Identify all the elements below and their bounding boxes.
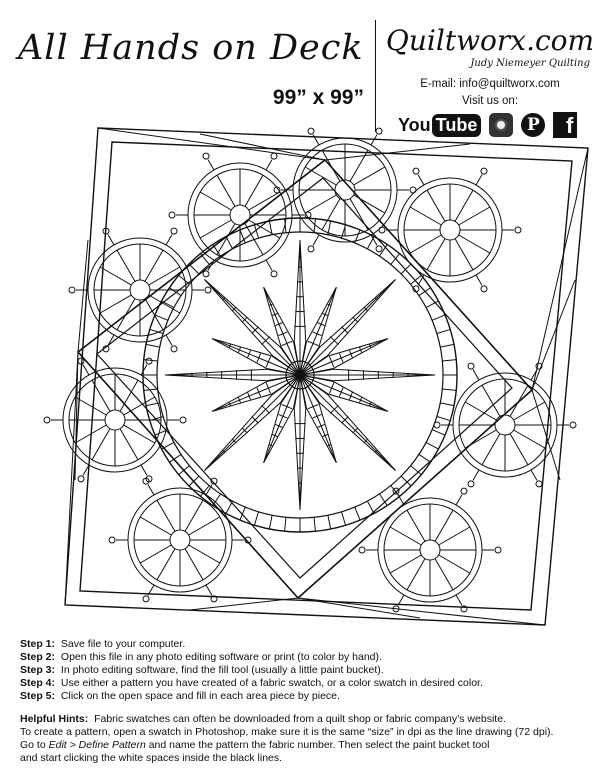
ring-tick: [169, 288, 181, 296]
ring-tick: [401, 476, 411, 486]
wheel-handle: [531, 470, 537, 480]
star-feather-line: [229, 402, 230, 405]
step-2: [20, 651, 590, 664]
wheel-spoke: [427, 190, 445, 221]
wheel-spoke: [407, 559, 425, 590]
header: [0, 0, 600, 138]
star-feather-line: [229, 344, 230, 347]
ring-tick: [162, 301, 174, 308]
wheel-hub: [105, 410, 125, 430]
ring-tick: [240, 507, 245, 520]
wheel-handle-knob: [376, 246, 382, 252]
wheel-spoke: [354, 167, 385, 185]
wheel-handle-knob: [44, 417, 50, 423]
ship-wheel: [169, 153, 311, 277]
ring-tick: [367, 237, 374, 249]
star-feather-line: [327, 445, 330, 446]
step-text: Click on the open space and fill in each area piece by piece.: [60, 690, 340, 702]
step-label: Step 2:: [20, 651, 56, 663]
wheel-handle: [266, 260, 272, 270]
wheel-spoke: [100, 295, 131, 313]
border-seam-line: [532, 148, 588, 390]
wheel-spoke: [124, 425, 155, 443]
ring-tick: [342, 512, 346, 525]
step-label: Step 4:: [20, 677, 56, 689]
wheel-handle: [476, 275, 482, 285]
wheel-handle-knob: [410, 187, 416, 193]
ring-tick: [146, 403, 160, 406]
wheel-spoke: [407, 510, 425, 541]
wheel-spoke: [145, 250, 163, 281]
step-5: [20, 690, 590, 703]
hint-text-3b: and name the pattern the fabric number. Then select the paint bucket tool: [145, 739, 490, 751]
star-feather-line: [282, 341, 293, 345]
ring-tick: [432, 315, 445, 320]
ring-tick: [437, 329, 450, 333]
wheel-spoke: [459, 207, 490, 225]
wheel-spoke: [350, 150, 368, 181]
header-divider: [375, 20, 376, 132]
wheel-handle-knob: [308, 246, 314, 252]
quilt-size: 99” x 99”: [272, 86, 364, 109]
wheel-handle-knob: [271, 271, 277, 277]
wheel-spoke: [455, 190, 473, 221]
wheel-handle-knob: [171, 228, 177, 234]
hint-line-2: To create a pattern, open a swatch in Photoshop, make sure it is the same “size” in dpi as the line drawing (72 dpi).: [20, 726, 554, 738]
wheel-spoke: [189, 517, 220, 535]
star-feather-line: [329, 357, 333, 368]
wheel-handle: [148, 485, 154, 495]
wheel-handle: [108, 335, 114, 345]
wheel-handle-knob: [468, 363, 474, 369]
wheel-spoke: [185, 500, 203, 531]
wheel-handle-knob: [171, 346, 177, 352]
ring-tick: [200, 254, 209, 265]
ring-tick: [314, 517, 315, 531]
ring-tick: [328, 515, 331, 529]
border-seam-line: [298, 598, 545, 625]
wheel-hub: [130, 280, 150, 300]
wheel-handle-knob: [146, 358, 152, 364]
wheel-handle-knob: [481, 286, 487, 292]
wheel-spoke: [117, 250, 135, 281]
wheel-handle: [166, 235, 172, 245]
wheel-handle: [206, 585, 212, 595]
step-1: [20, 638, 590, 651]
wheel-spoke: [390, 527, 421, 545]
step-label: Step 3:: [20, 664, 56, 676]
ring-tick: [355, 507, 360, 520]
wheel-spoke: [435, 510, 453, 541]
wheel-spoke: [410, 235, 441, 253]
wheel-hub: [420, 540, 440, 560]
ring-tick: [440, 403, 454, 406]
ring-tick: [442, 389, 456, 390]
wheel-handle-knob: [69, 287, 75, 293]
wheel-handle: [456, 495, 462, 505]
ring-tick: [254, 512, 258, 525]
wheel-handle: [456, 595, 462, 605]
hint-line-3: [20, 739, 590, 752]
wheel-spoke: [189, 545, 220, 563]
wheel-spoke: [435, 559, 453, 590]
visit-label: Visit us on:: [461, 95, 519, 107]
ring-tick: [162, 442, 174, 449]
wheel-handle-knob: [308, 128, 314, 134]
border-seam-line: [190, 598, 298, 610]
ship-wheel: [274, 128, 416, 252]
wheel-spoke: [100, 267, 131, 285]
email-contact[interactable]: E-mail: info@quiltworx.com: [420, 78, 560, 90]
wheel-handle: [313, 235, 319, 245]
wheel-spoke: [465, 402, 496, 420]
ring-tick: [432, 430, 445, 435]
wheel-handle-knob: [515, 227, 521, 233]
ring-tick: [440, 344, 454, 347]
star-feather-line: [266, 357, 270, 368]
ring-tick: [144, 389, 158, 390]
step-text: Open this file in any photo editing software or print (to color by hand).: [60, 651, 382, 663]
border-seam-line: [65, 352, 78, 605]
wheel-handle: [266, 160, 272, 170]
ring-tick: [314, 219, 315, 233]
wheel-spoke: [157, 500, 175, 531]
star-feather-line: [327, 304, 330, 305]
wheel-handle: [141, 465, 147, 475]
wheel-handle-knob: [481, 168, 487, 174]
ring-tick: [285, 517, 286, 531]
hint-line-1: [20, 713, 590, 726]
hint-menu-path: Edit > Define Pattern: [48, 739, 146, 751]
wheel-spoke: [217, 175, 235, 206]
step-text: Use either a pattern you have created of a fabric swatch, or a color swatch in desired color.: [60, 677, 483, 689]
wheel-handle: [141, 365, 147, 375]
wheel-spoke: [92, 429, 110, 460]
wheel-handle: [313, 135, 319, 145]
wheel-spoke: [305, 167, 336, 185]
star-feather-line: [308, 404, 319, 408]
wheel-spoke: [245, 175, 263, 206]
wheel-spoke: [427, 239, 445, 270]
hint-text-1: Fabric swatches can often be downloaded from a quilt shop or fabric company’s website.: [94, 713, 506, 725]
ring-tick: [442, 360, 456, 361]
wheel-spoke: [410, 207, 441, 225]
wheel-handle-knob: [180, 417, 186, 423]
wheel-spoke: [459, 235, 490, 253]
wheel-handle-knob: [203, 153, 209, 159]
ring-tick: [328, 221, 331, 235]
star-feather-line: [308, 341, 319, 345]
star-feather-line: [370, 402, 371, 405]
wheel-hub: [230, 205, 250, 225]
wheel-handle: [83, 365, 89, 375]
star-feather-line: [269, 304, 272, 305]
step-text: In photo editing software, find the fill tool (usually a little paint bucket).: [60, 664, 384, 676]
pinterest-icon[interactable]: P: [521, 113, 545, 137]
wheel-spoke: [390, 555, 421, 573]
wheel-spoke: [482, 434, 500, 465]
wheel-handle-knob: [413, 168, 419, 174]
wheel-handle-knob: [495, 547, 501, 553]
wheel-handle: [108, 235, 114, 245]
wheel-spoke: [157, 549, 175, 580]
step-label: Step 1:: [20, 638, 56, 650]
ring-tick: [367, 501, 374, 513]
wheel-handle: [208, 160, 214, 170]
wheel-spoke: [439, 555, 470, 573]
ring-tick: [146, 344, 160, 347]
youtube-tube: Tube: [432, 114, 482, 137]
wheel-hub: [170, 530, 190, 550]
wheel-spoke: [200, 192, 231, 210]
wheel-spoke: [217, 224, 235, 255]
ring-tick: [226, 501, 233, 513]
wheel-handle-knob: [376, 128, 382, 134]
hints-label: Helpful Hints:: [20, 713, 89, 725]
step-text: Save file to your computer.: [60, 638, 186, 650]
wheel-spoke: [439, 527, 470, 545]
wheel-spoke: [140, 517, 171, 535]
wheel-hub: [440, 220, 460, 240]
wheel-handle-knob: [143, 596, 149, 602]
ring-tick: [189, 264, 199, 274]
wheel-handle-knob: [109, 537, 115, 543]
wheel-handle: [476, 175, 482, 185]
ring-tick: [226, 237, 233, 249]
quilt-line-drawing: [0, 120, 600, 635]
ring-tick: [419, 288, 431, 296]
star-feather-line: [269, 445, 272, 446]
instructions: [20, 638, 590, 765]
youtube-you: You: [398, 114, 431, 135]
wheel-handle-knob: [461, 488, 467, 494]
facebook-icon[interactable]: f: [553, 112, 577, 138]
wheel-spoke: [510, 434, 528, 465]
wheel-handle: [473, 370, 479, 380]
wheel-handle-knob: [468, 481, 474, 487]
pattern-title: All Hands on Deck: [18, 28, 364, 68]
ship-wheel: [434, 363, 576, 487]
wheel-spoke: [305, 195, 336, 213]
ring-tick: [269, 515, 272, 529]
step-3: [20, 664, 590, 677]
wheel-spoke: [185, 549, 203, 580]
wheel-handle-knob: [205, 287, 211, 293]
compass-star: [165, 240, 435, 510]
ship-wheel: [109, 478, 251, 602]
wheel-spoke: [200, 220, 231, 238]
ring-tick: [401, 264, 411, 274]
wheel-hub: [495, 415, 515, 435]
star-feather-line: [282, 404, 293, 408]
step-4: [20, 677, 590, 690]
ring-tick: [437, 417, 450, 421]
ring-tick: [426, 442, 438, 449]
hint-text-3a: Go to: [20, 739, 49, 751]
wheel-spoke: [322, 199, 340, 230]
step-label: Step 5:: [20, 690, 56, 702]
wheel-handle-knob: [78, 358, 84, 364]
wheel-handle-knob: [536, 481, 542, 487]
wheel-handle-knob: [203, 271, 209, 277]
wheel-spoke: [514, 430, 545, 448]
wheel-handle-knob: [359, 547, 365, 553]
wheel-spoke: [75, 397, 106, 415]
ring-tick: [419, 454, 431, 462]
wheel-handle-knob: [78, 476, 84, 482]
wheel-spoke: [140, 545, 171, 563]
brand-tagline: Judy Niemeyer Quilting: [470, 58, 590, 69]
helpful-hints: [20, 713, 590, 765]
star-feather-line: [329, 383, 333, 394]
wheel-spoke: [120, 429, 138, 460]
brand-logo[interactable]: Quiltworx.com: [385, 24, 595, 57]
wheel-handle: [166, 335, 172, 345]
wheel-handle-knob: [271, 153, 277, 159]
wheel-handle-knob: [169, 212, 175, 218]
wheel-handle: [418, 175, 424, 185]
wheel-handle-knob: [570, 422, 576, 428]
wheel-handle: [473, 470, 479, 480]
hint-line-4: and start clicking the white spaces inside the black lines.: [20, 752, 283, 764]
star-feather-line: [266, 383, 270, 394]
star-feather-line: [370, 344, 371, 347]
wheel-spoke: [455, 239, 473, 270]
